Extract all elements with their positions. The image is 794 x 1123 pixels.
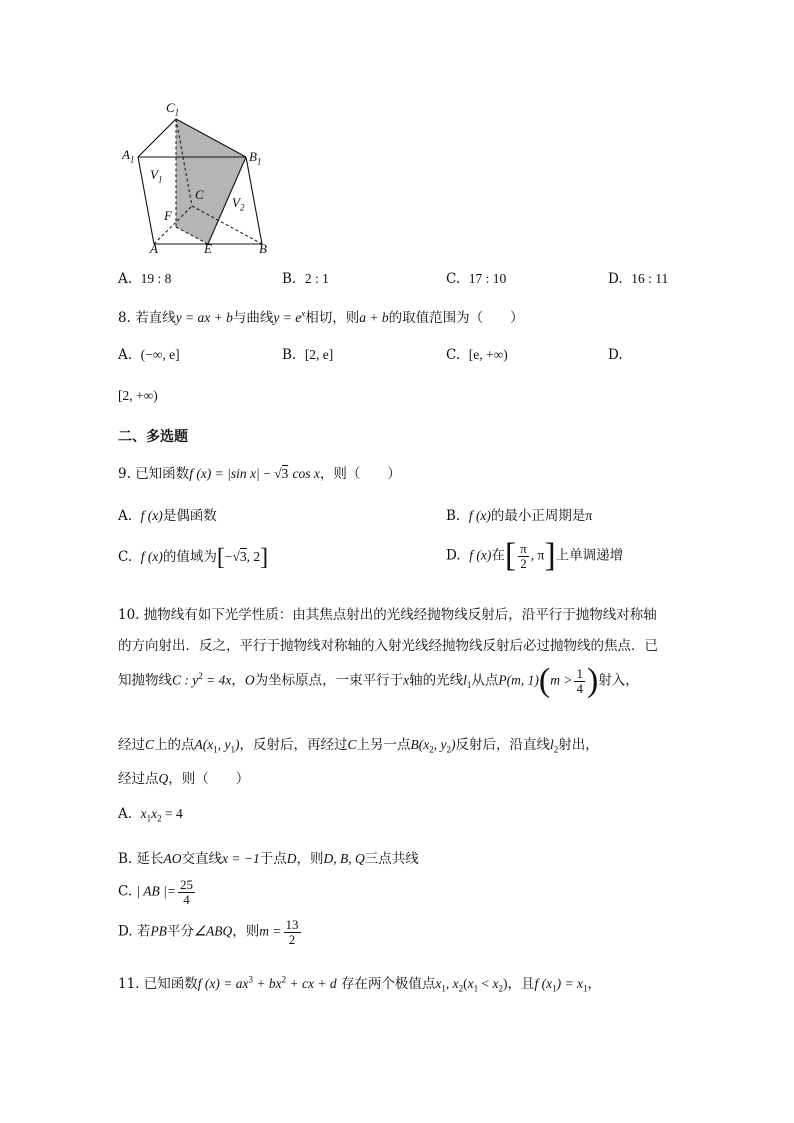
q7-option-a: A. 19 : 8: [118, 271, 172, 287]
label-a: A: [150, 241, 158, 256]
q10-line-3: 知抛物线C : $y^2 = 4x$，O为坐标原点，一束平行于x轴的光线$l_1$从点P(m, 1)(m > $\frac{1}{4}$ )射入，: [118, 662, 639, 699]
label-a1: $A_1$: [122, 147, 135, 165]
edge-a1-c1: [138, 119, 176, 157]
prism-figure: [110, 96, 280, 261]
label-c1: $C_1$: [166, 100, 180, 118]
label-c: C: [195, 187, 204, 202]
label-f: F: [164, 208, 172, 223]
q10-option-b: B. 延长AO交直线x = −1于点D，则D, B, Q三点共线: [118, 851, 419, 867]
label-b1: $B_1$: [249, 149, 262, 167]
q8-option-b: B. [2, e]: [282, 347, 334, 363]
q9-option-c: C. f (x)的值域为[−√3, 2]: [118, 544, 269, 571]
label-b: B: [259, 241, 267, 256]
label-v1: $V_1$: [150, 167, 163, 185]
q11-stem: 11. 已知函数f $(x) = ax^3 + bx^2$ + cx + d 存在两个极值点$x_1$, $x_2(x_1 < x_2)$，且f $(x_1) = x_1$，: [118, 974, 601, 994]
q10-line-5: 经过点Q，则（ ）: [118, 771, 250, 787]
q7-option-b: B. 2 : 1: [282, 271, 329, 287]
q10-line-1: 10. 抛物线有如下光学性质：由其焦点射出的光线经抛物线反射后，沿平行于抛物线对称轴: [118, 607, 657, 623]
q8-option-d: D.: [608, 347, 623, 363]
q8-option-c: C. [e, +∞): [446, 347, 508, 363]
q10-option-d: D. 若PB平分∠ABQ，则m = $\frac{13}{2}$: [118, 917, 299, 947]
q7-option-c: C. 17 : 10: [446, 271, 507, 287]
q9-stem: 9. 已知函数f (x) = |sin x| − √3 cos x，则（ ）: [118, 466, 401, 482]
q10-option-a: A. $x_1x_2 = 4$: [118, 806, 183, 824]
q10-line-4: 经过C上的点$A(x_1$, $y_1$)，反射后，再经过C上另一点$B(x_2$, $y_2$)反射后，沿直线$l_2$射出，: [118, 737, 599, 755]
q7-option-d: D. 16 : 11: [608, 271, 669, 287]
q9-option-d: D. f (x)在[ $\frac{\pi}{2}$ , π]上单调递增: [446, 537, 624, 574]
q8-option-a: A. (−∞, e]: [118, 347, 180, 363]
edge-b1-b: [246, 157, 262, 244]
q10-option-c: C. | AB |= $\frac{25}{4}$: [118, 877, 193, 907]
section-title: 二、多选题: [118, 429, 188, 445]
q9-option-b: B. f (x)的最小正周期是π: [446, 508, 593, 524]
label-v2: $V_2$: [232, 195, 245, 213]
q8-option-d-value: [2, +∞): [118, 388, 158, 403]
q10-line-2: 的方向射出．反之，平行于抛物线对称轴的入射光线经抛物线反射后必过抛物线的焦点．已: [118, 638, 658, 654]
label-e: E: [204, 241, 212, 256]
q8-stem: 8. 若直线y = ax + b与曲线$y = e^x$相切，则a + b的取值范围为（ ）: [118, 308, 524, 326]
q9-option-a: A. f (x)是偶函数: [118, 508, 217, 524]
